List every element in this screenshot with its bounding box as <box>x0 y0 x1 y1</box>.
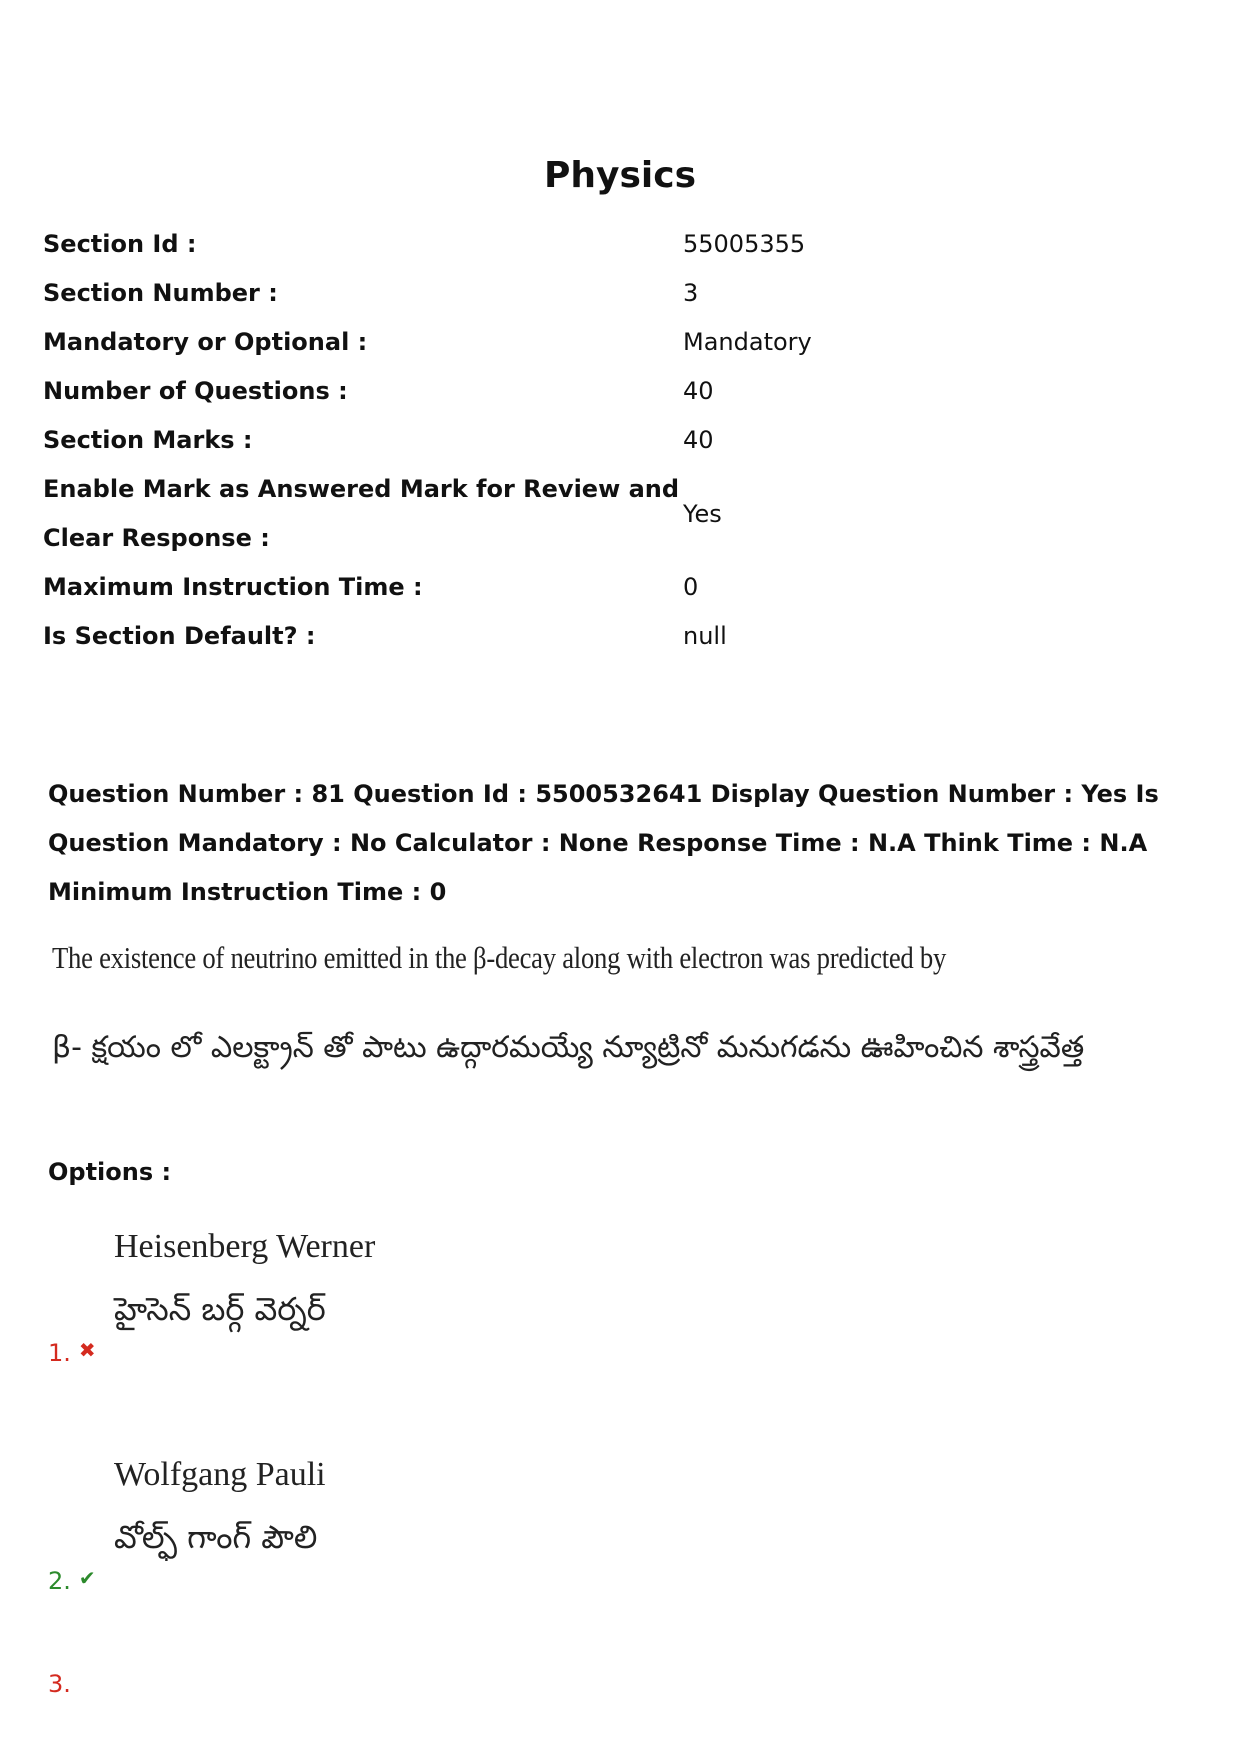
section-info-value: Yes <box>683 499 722 528</box>
question-meta: Question Number : 81 Question Id : 5500532641 Display Question Number : Yes Is Question Mandatory : No Calculator : None Response Time : N.A Think Time : N.A Minimum Instruction Time : 0 <box>48 780 1159 906</box>
option-number-label: 1. <box>48 1339 71 1367</box>
section-info-row <box>43 220 1193 269</box>
section-info-value: 40 <box>683 426 714 454</box>
page-title: Physics <box>543 155 696 196</box>
section-info-label: Mandatory or Optional : <box>43 328 368 356</box>
section-info-row <box>43 563 1193 612</box>
section-info-label: Enable Mark as Answered Mark for Review and Clear Response : <box>43 475 680 552</box>
section-info-label: Number of Questions : <box>43 377 348 405</box>
option-number <box>48 1338 96 1367</box>
option-text-english: Heisenberg Werner <box>114 1228 376 1265</box>
section-info-row <box>43 612 1193 661</box>
section-info-value: 0 <box>683 573 699 601</box>
question-text-english: The existence of neutrino emitted in the β-decay along with electron was predicted by <box>52 940 947 975</box>
option-text-english: Wolfgang Pauli <box>114 1456 326 1493</box>
section-info-value: 55005355 <box>683 230 806 258</box>
section-info-value: null <box>683 622 727 650</box>
option-text-telugu: వోల్ఫ్ గాంగ్ పౌలి <box>114 1518 318 1556</box>
cross-icon: ✖ <box>78 1338 96 1362</box>
section-info-row <box>43 465 1193 563</box>
section-info-row <box>43 367 1193 416</box>
section-info-label: Section Number : <box>43 279 278 307</box>
section-info-table <box>43 220 1193 661</box>
options-label: Options : <box>48 1158 172 1186</box>
question-text-telugu: β- క్షయం లో ఎలక్ట్రాన్ తో పాటు ఉద్గారమయ్యే న్యూట్రినో మనుగడను ఊహించిన శాస్త్రవేత్త <box>52 1030 1085 1065</box>
section-info-label: Section Id : <box>43 230 197 258</box>
section-info-row <box>43 269 1193 318</box>
option-number-label: 2. <box>48 1567 71 1595</box>
section-info-label: Maximum Instruction Time : <box>43 573 423 601</box>
option-text-telugu: హైసెన్ బర్గ్ వెర్నర్ <box>114 1290 326 1328</box>
section-info-label: Section Marks : <box>43 426 253 454</box>
check-icon: ✔ <box>78 1566 96 1590</box>
section-info-row <box>43 318 1193 367</box>
section-info-value: 40 <box>683 377 714 405</box>
section-info-value: 3 <box>683 279 699 307</box>
section-info-label: Is Section Default? : <box>43 622 316 650</box>
option-number-label: 3. <box>48 1670 71 1698</box>
option-number <box>48 1670 71 1698</box>
section-info-row <box>43 416 1193 465</box>
section-info-value: Mandatory <box>683 328 812 356</box>
option-number <box>48 1566 96 1595</box>
